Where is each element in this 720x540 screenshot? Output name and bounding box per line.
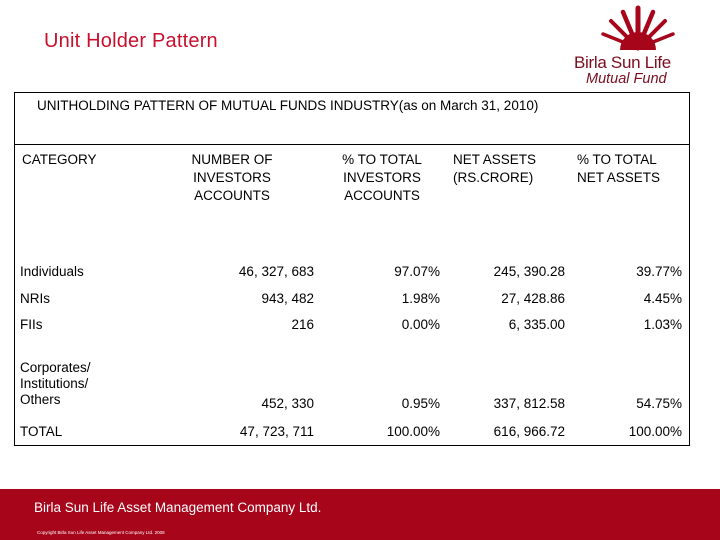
row-pct-assets: 39.77% (636, 264, 682, 279)
rising-sun-icon (598, 4, 678, 52)
row-investors: 216 (291, 317, 314, 332)
logo-tagline: Mutual Fund (586, 71, 667, 87)
unitholding-table (14, 92, 690, 446)
row-investors: 46, 327, 683 (238, 264, 314, 279)
row-pct-investors: 0.95% (401, 396, 440, 411)
footer-company-name: Birla Sun Life Asset Management Company Ltd. (34, 500, 322, 515)
row-category: NRIs (20, 291, 50, 306)
row-net-assets: 6, 335.00 (508, 317, 565, 332)
row-pct-investors: 0.00% (401, 317, 440, 332)
header-pct-investors: % TO TOTAL INVESTORS ACCOUNTS (342, 152, 422, 203)
header-pct-assets: % TO TOTAL NET ASSETS (577, 152, 661, 185)
row-net-assets: 27, 428.86 (501, 291, 565, 306)
row-pct-assets: 4.45% (643, 291, 682, 306)
row-category: Individuals (20, 264, 84, 279)
footer-bar (0, 489, 720, 540)
table-title: UNITHOLDING PATTERN OF MUTUAL FUNDS INDUSTRY(as on March 31, 2010) (37, 98, 539, 113)
row-net-assets: 337, 812.58 (493, 396, 565, 411)
row-pct-assets: 54.75% (636, 396, 682, 411)
row-pct-assets: 100.00% (628, 424, 682, 439)
row-pct-investors: 1.98% (401, 291, 440, 306)
row-net-assets: 245, 390.28 (493, 264, 565, 279)
row-investors: 47, 723, 711 (239, 424, 314, 439)
row-pct-investors: 97.07% (394, 264, 440, 279)
slide-title: Unit Holder Pattern (44, 30, 218, 52)
birla-sun-life-logo (568, 4, 708, 90)
row-pct-investors: 100.00% (386, 424, 440, 439)
header-net-assets: NET ASSETS (RS.CRORE) (453, 152, 537, 185)
row-category: FIIs (20, 317, 43, 332)
row-net-assets: 616, 966.72 (493, 424, 565, 439)
header-category: CATEGORY (22, 152, 97, 167)
table-title-row (15, 93, 689, 145)
row-investors: 943, 482 (261, 291, 314, 306)
row-category: TOTAL (20, 424, 63, 439)
row-investors: 452, 330 (261, 396, 314, 411)
header-investors: NUMBER OF INVESTORS ACCOUNTS (191, 152, 273, 203)
logo-name: Birla Sun Life (574, 53, 671, 72)
row-pct-assets: 1.03% (643, 317, 682, 332)
footer-copyright: Copyright Birla Sun Life Asset Management Company Ltd. 2008 (37, 530, 165, 535)
row-category: Corporates/ Institutions/ Others (20, 360, 91, 407)
